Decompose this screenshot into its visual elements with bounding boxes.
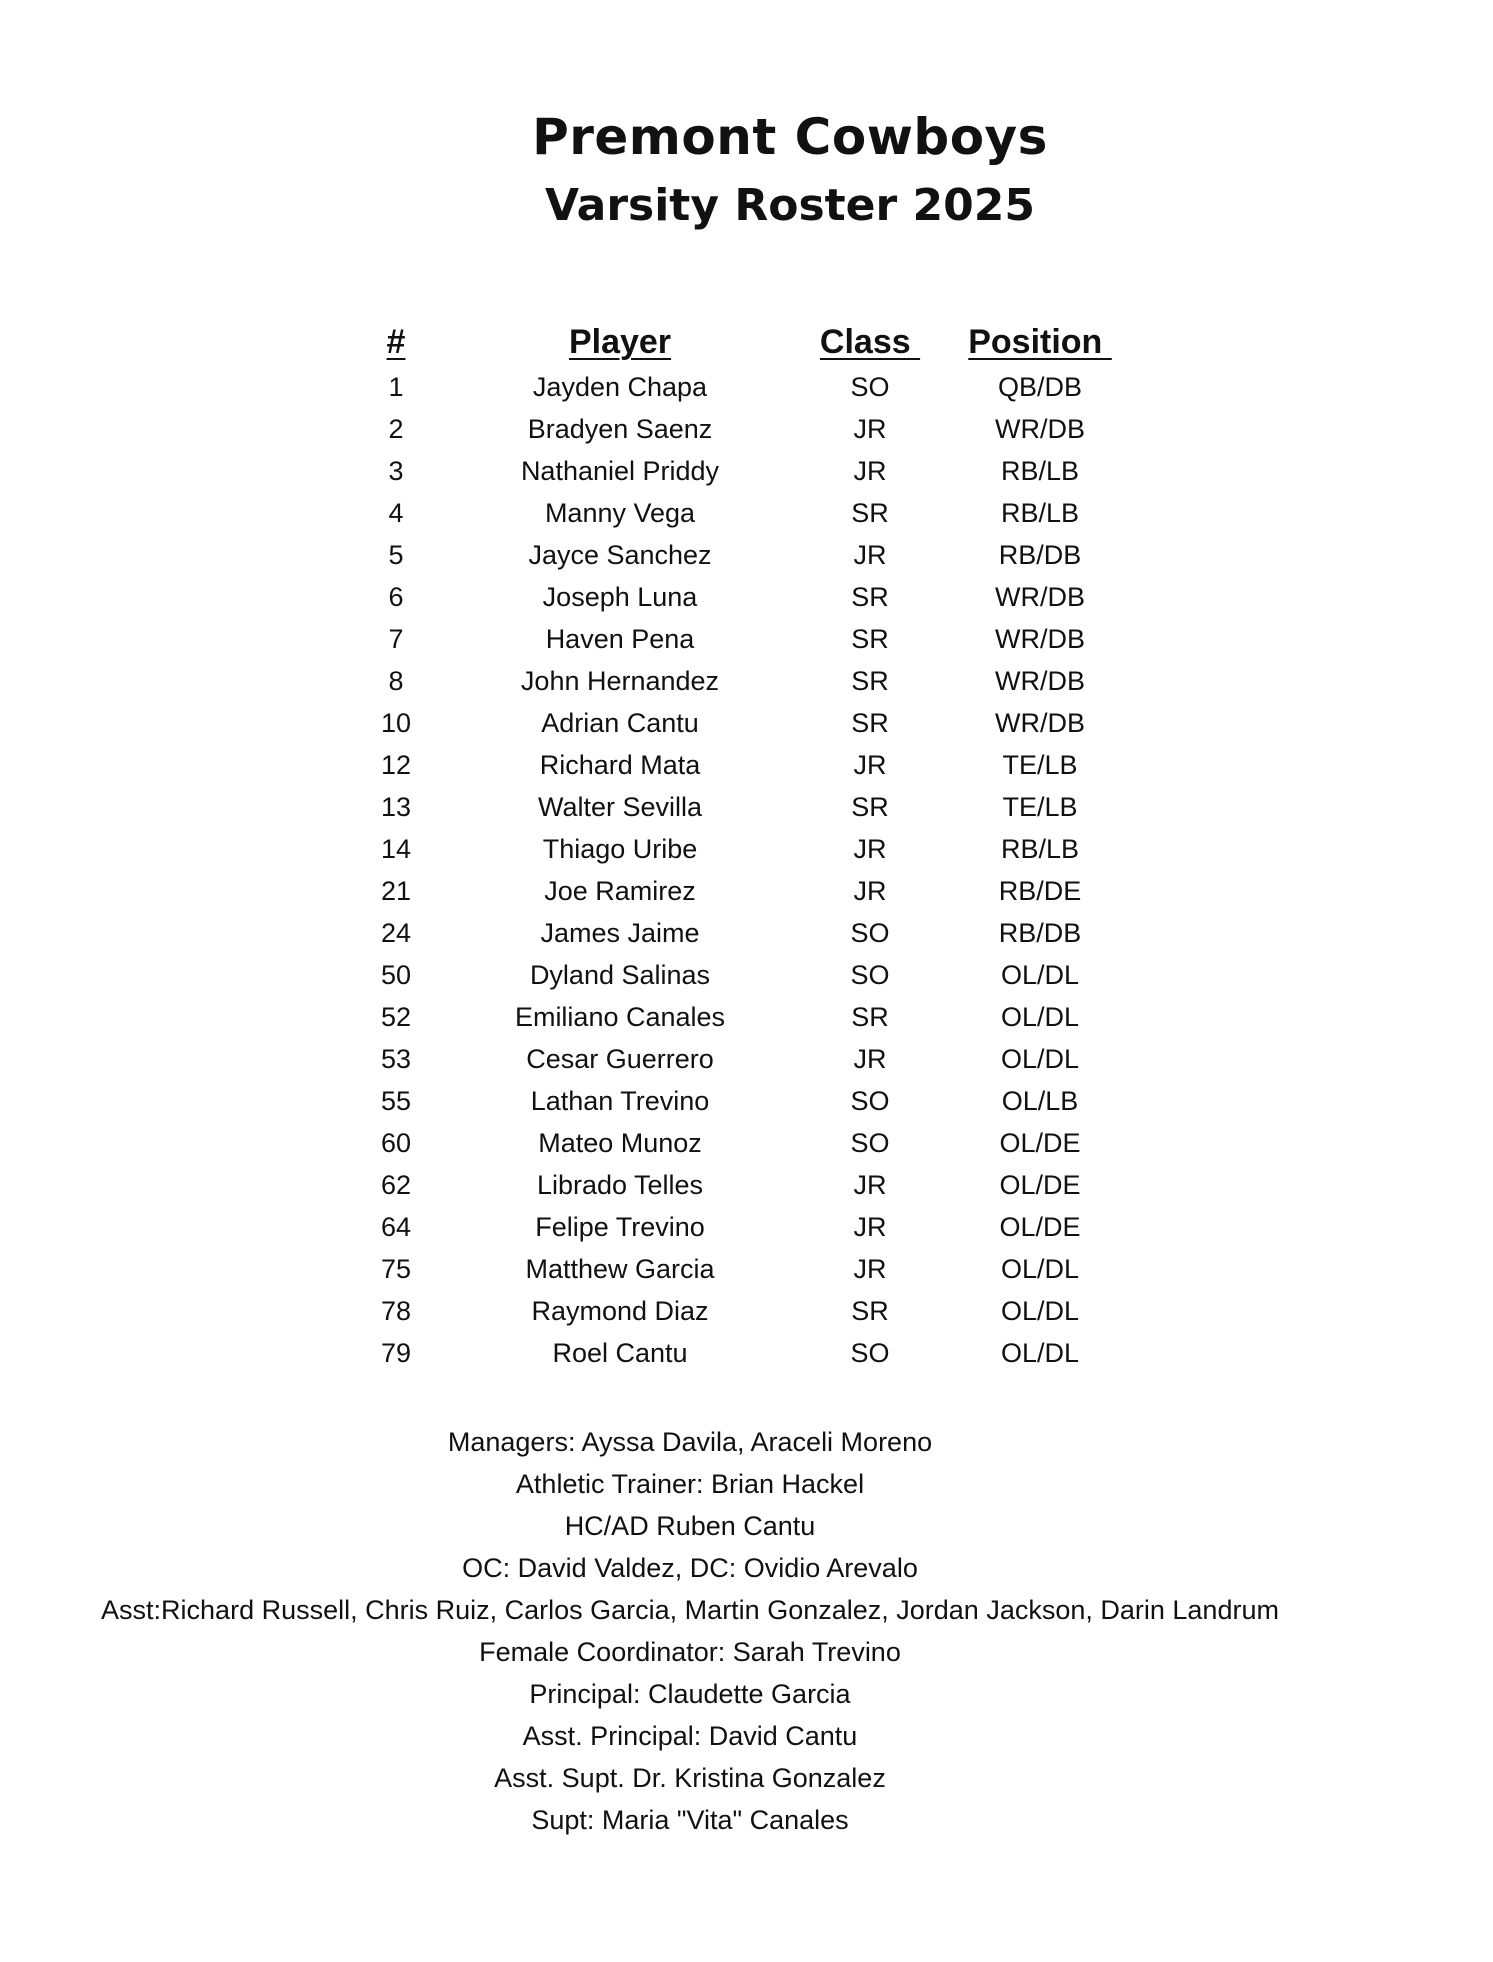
page-title: Premont Cowboys bbox=[532, 108, 1048, 166]
player-class: JR bbox=[853, 750, 887, 780]
player-name: Manny Vega bbox=[544, 498, 696, 528]
table-row bbox=[0, 450, 1493, 492]
column-header-class: Class bbox=[819, 323, 921, 361]
player-position: OL/DE bbox=[999, 1212, 1081, 1242]
player-name: Joe Ramirez bbox=[544, 876, 696, 906]
table-row bbox=[0, 912, 1493, 954]
table-row bbox=[0, 1206, 1493, 1248]
player-number: 75 bbox=[380, 1254, 412, 1284]
player-class: SR bbox=[851, 666, 889, 696]
player-position: OL/DL bbox=[1000, 960, 1080, 990]
table-row bbox=[0, 660, 1493, 702]
player-number: 60 bbox=[380, 1128, 412, 1158]
player-number: 1 bbox=[388, 372, 404, 402]
player-number: 4 bbox=[388, 498, 404, 528]
player-position: WR/DB bbox=[995, 624, 1085, 654]
table-row bbox=[0, 870, 1493, 912]
staff-line: Principal: Claudette Garcia bbox=[529, 1679, 851, 1709]
player-number: 3 bbox=[388, 456, 404, 486]
player-number: 55 bbox=[380, 1086, 412, 1116]
table-row bbox=[0, 954, 1493, 996]
player-name: Bradyen Saenz bbox=[527, 414, 713, 444]
player-position: WR/DB bbox=[995, 708, 1085, 738]
player-number: 78 bbox=[380, 1296, 412, 1326]
staff-line: OC: David Valdez, DC: Ovidio Arevalo bbox=[462, 1553, 918, 1583]
table-row bbox=[0, 1080, 1493, 1122]
player-class: SR bbox=[851, 1296, 889, 1326]
player-number: 14 bbox=[380, 834, 412, 864]
player-name: Thiago Uribe bbox=[542, 834, 698, 864]
player-number: 53 bbox=[380, 1044, 412, 1074]
player-class: SO bbox=[850, 918, 890, 948]
staff-line: Supt: Maria "Vita" Canales bbox=[531, 1805, 849, 1835]
table-row bbox=[0, 786, 1493, 828]
player-name: Richard Mata bbox=[539, 750, 701, 780]
table-row bbox=[0, 366, 1493, 408]
player-name: John Hernandez bbox=[520, 666, 720, 696]
player-name: James Jaime bbox=[540, 918, 700, 948]
table-row bbox=[0, 1332, 1493, 1374]
player-number: 52 bbox=[380, 1002, 412, 1032]
staff-line: Athletic Trainer: Brian Hackel bbox=[515, 1469, 865, 1499]
column-header-position: Position bbox=[968, 323, 1112, 361]
table-row bbox=[0, 1290, 1493, 1332]
player-position: RB/LB bbox=[1000, 456, 1080, 486]
table-row bbox=[0, 1164, 1493, 1206]
player-class: JR bbox=[853, 1212, 887, 1242]
player-position: RB/LB bbox=[1000, 498, 1080, 528]
player-class: JR bbox=[853, 1254, 887, 1284]
player-class: JR bbox=[853, 834, 887, 864]
player-number: 24 bbox=[380, 918, 412, 948]
staff-line: Asst. Principal: David Cantu bbox=[522, 1721, 858, 1751]
player-position: RB/DB bbox=[998, 918, 1082, 948]
player-position: OL/DL bbox=[1000, 1044, 1080, 1074]
player-position: TE/LB bbox=[1002, 750, 1078, 780]
player-number: 10 bbox=[380, 708, 412, 738]
player-number: 62 bbox=[380, 1170, 412, 1200]
player-position: WR/DB bbox=[995, 582, 1085, 612]
roster-table bbox=[0, 318, 1493, 1374]
player-number: 50 bbox=[380, 960, 412, 990]
player-class: SR bbox=[851, 582, 889, 612]
player-number: 79 bbox=[380, 1338, 412, 1368]
player-name: Jayden Chapa bbox=[532, 372, 708, 402]
table-row bbox=[0, 576, 1493, 618]
player-name: Walter Sevilla bbox=[537, 792, 703, 822]
player-position: RB/DB bbox=[998, 540, 1082, 570]
table-row bbox=[0, 618, 1493, 660]
player-position: OL/DL bbox=[1000, 1338, 1080, 1368]
player-position: OL/DE bbox=[999, 1128, 1081, 1158]
player-name: Haven Pena bbox=[545, 624, 695, 654]
player-position: OL/DE bbox=[999, 1170, 1081, 1200]
player-class: JR bbox=[853, 1044, 887, 1074]
player-number: 21 bbox=[380, 876, 412, 906]
player-name: Nathaniel Priddy bbox=[520, 456, 720, 486]
player-position: QB/DB bbox=[997, 372, 1083, 402]
player-class: SO bbox=[850, 1086, 890, 1116]
player-class: SO bbox=[850, 1128, 890, 1158]
player-class: JR bbox=[853, 414, 887, 444]
player-class: SR bbox=[851, 792, 889, 822]
player-class: SO bbox=[850, 372, 890, 402]
player-number: 12 bbox=[380, 750, 412, 780]
table-row bbox=[0, 492, 1493, 534]
player-position: RB/LB bbox=[1000, 834, 1080, 864]
player-class: SR bbox=[851, 498, 889, 528]
table-row bbox=[0, 1122, 1493, 1164]
staff-line: HC/AD Ruben Cantu bbox=[564, 1511, 816, 1541]
player-position: TE/LB bbox=[1002, 792, 1078, 822]
player-name: Cesar Guerrero bbox=[526, 1044, 714, 1074]
player-number: 64 bbox=[380, 1212, 412, 1242]
player-class: JR bbox=[853, 540, 887, 570]
player-name: Matthew Garcia bbox=[525, 1254, 715, 1284]
player-name: Mateo Munoz bbox=[538, 1128, 702, 1158]
player-number: 13 bbox=[380, 792, 412, 822]
staff-line: Female Coordinator: Sarah Trevino bbox=[479, 1637, 901, 1667]
player-name: Adrian Cantu bbox=[541, 708, 699, 738]
player-class: JR bbox=[853, 876, 887, 906]
player-name: Raymond Diaz bbox=[531, 1296, 709, 1326]
page-subtitle: Varsity Roster 2025 bbox=[545, 180, 1035, 231]
player-class: SO bbox=[850, 1338, 890, 1368]
table-row bbox=[0, 1038, 1493, 1080]
table-row bbox=[0, 744, 1493, 786]
player-position: OL/DL bbox=[1000, 1254, 1080, 1284]
player-number: 6 bbox=[388, 582, 404, 612]
staff-line: Managers: Ayssa Davila, Araceli Moreno bbox=[447, 1427, 933, 1457]
player-position: WR/DB bbox=[995, 414, 1085, 444]
table-row bbox=[0, 408, 1493, 450]
roster-body bbox=[0, 366, 1493, 1374]
player-name: Felipe Trevino bbox=[535, 1212, 705, 1242]
player-name: Lathan Trevino bbox=[530, 1086, 710, 1116]
player-name: Jayce Sanchez bbox=[528, 540, 712, 570]
player-number: 2 bbox=[388, 414, 404, 444]
player-class: JR bbox=[853, 1170, 887, 1200]
table-row bbox=[0, 534, 1493, 576]
player-class: SO bbox=[850, 960, 890, 990]
table-row bbox=[0, 702, 1493, 744]
staff-line: Asst:Richard Russell, Chris Ruiz, Carlos Garcia, Martin Gonzalez, Jordan Jackson, Darin Landrum bbox=[101, 1595, 1279, 1625]
player-name: Roel Cantu bbox=[552, 1338, 688, 1368]
table-row bbox=[0, 996, 1493, 1038]
player-position: OL/DL bbox=[1000, 1002, 1080, 1032]
player-class: SR bbox=[851, 624, 889, 654]
player-number: 8 bbox=[388, 666, 404, 696]
player-class: JR bbox=[853, 456, 887, 486]
roster-header-row bbox=[0, 318, 1493, 366]
staff-line: Asst. Supt. Dr. Kristina Gonzalez bbox=[494, 1763, 886, 1793]
player-position: OL/DL bbox=[1000, 1296, 1080, 1326]
column-header-number: # bbox=[386, 323, 406, 361]
player-name: Joseph Luna bbox=[542, 582, 698, 612]
player-class: SR bbox=[851, 1002, 889, 1032]
table-row bbox=[0, 828, 1493, 870]
column-header-player: Player bbox=[568, 323, 672, 361]
table-row bbox=[0, 1248, 1493, 1290]
player-name: Dyland Salinas bbox=[529, 960, 711, 990]
player-number: 5 bbox=[388, 540, 404, 570]
player-position: RB/DE bbox=[998, 876, 1082, 906]
player-name: Emiliano Canales bbox=[514, 1002, 726, 1032]
player-position: WR/DB bbox=[995, 666, 1085, 696]
player-number: 7 bbox=[388, 624, 404, 654]
player-class: SR bbox=[851, 708, 889, 738]
player-name: Librado Telles bbox=[536, 1170, 704, 1200]
player-position: OL/LB bbox=[1001, 1086, 1079, 1116]
